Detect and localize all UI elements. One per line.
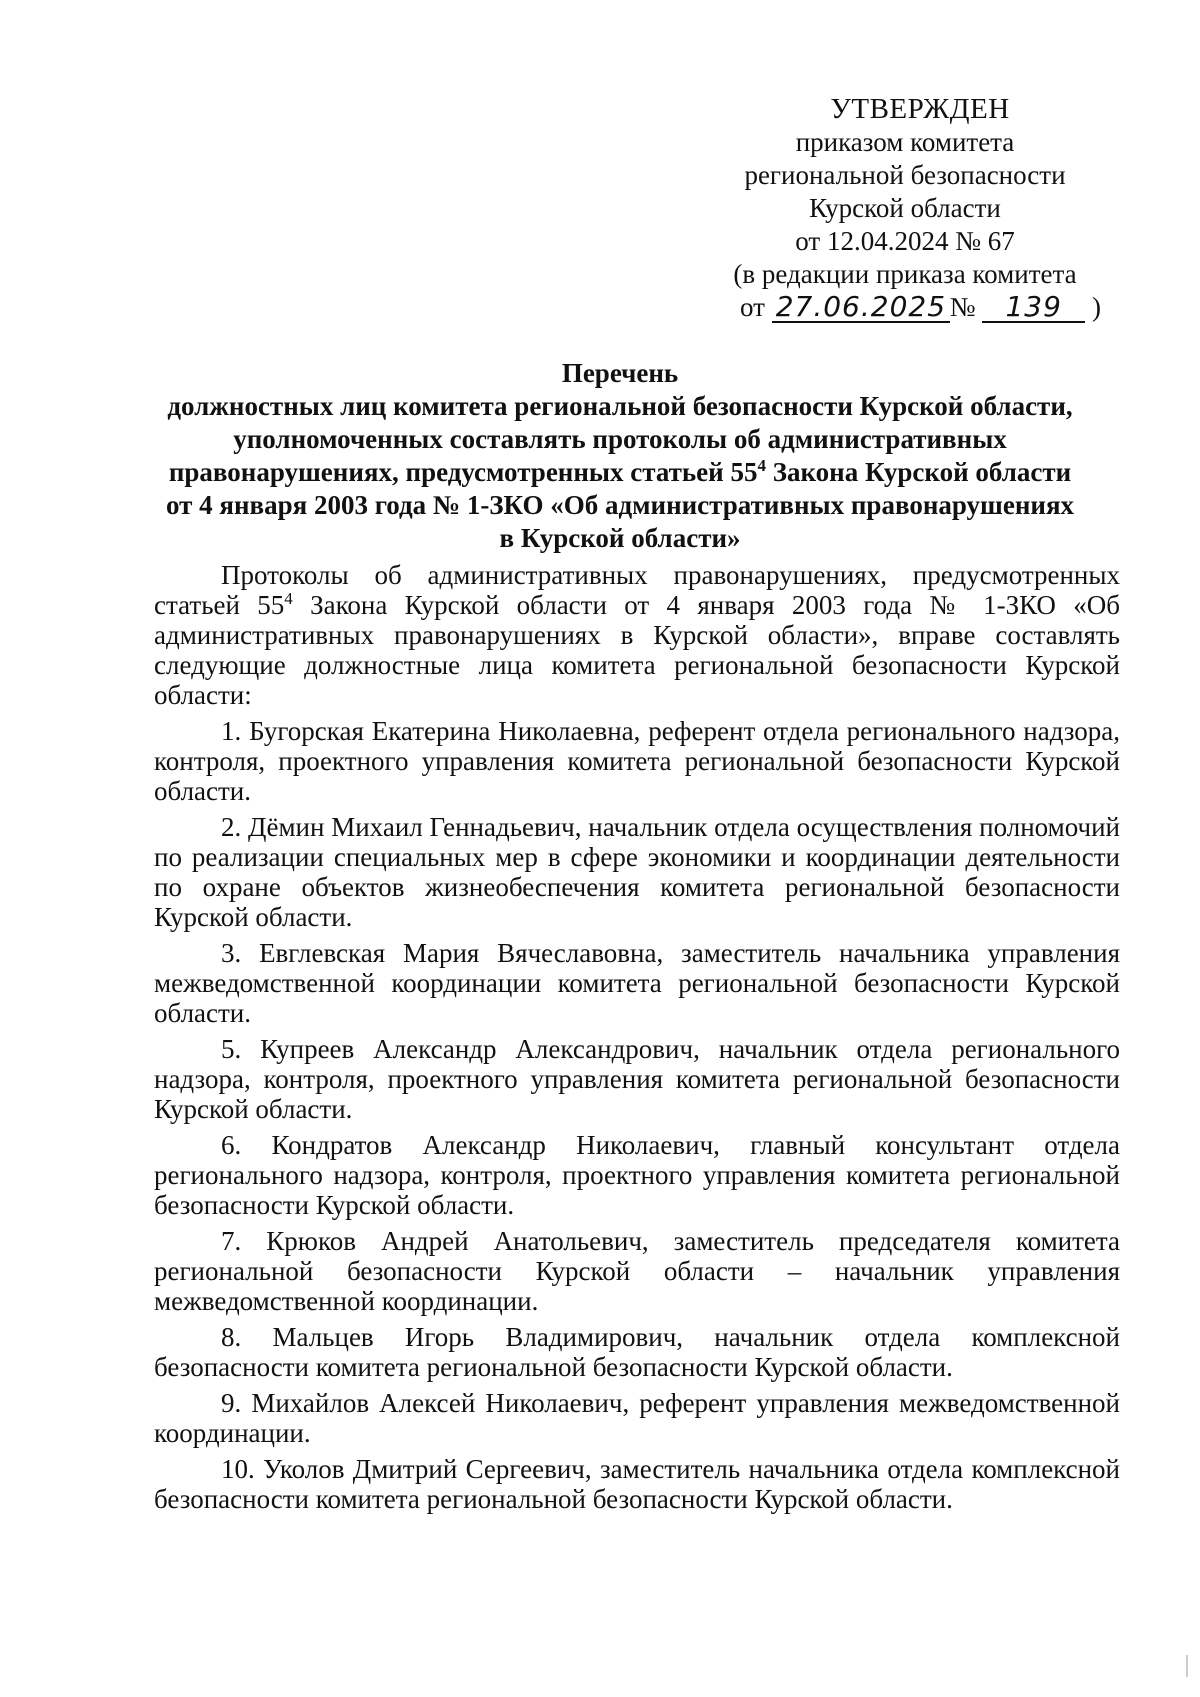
list-item-text: Бугорская Екатерина Николаевна, референт отдела регионального надзора, контроля, проектного управления комитета региональной безопасности Курской области.: [154, 716, 1121, 806]
list-item: [154, 1322, 1120, 1382]
list-item: [154, 812, 1120, 932]
list-item-number: 10.: [221, 1454, 255, 1484]
intro-paragraph: [154, 560, 1120, 710]
list-item-text: Крюков Андрей Анатольевич, заместитель председателя комитета региональной безопасности Курской области – начальник управления межведомственной координации.: [154, 1226, 1121, 1316]
list-item-number: 9.: [221, 1388, 242, 1418]
title-superscript: 4: [757, 456, 766, 475]
title-line-text: Закона Курской области: [765, 457, 1072, 487]
list-item-text: Уколов Дмитрий Сергеевич, заместитель начальника отдела комплексной безопасности комитета региональной безопасности Курской области.: [154, 1454, 1121, 1514]
list-item: [154, 1454, 1120, 1514]
title-line: должностных лиц комитета региональной безопасности Курской области,: [167, 391, 1073, 421]
title-line: в Курской области»: [499, 523, 741, 553]
list-item-number: 5.: [221, 1034, 242, 1064]
amendment-prefix: от: [740, 292, 765, 322]
title-line: от 4 января 2003 года № 1-ЗКО «Об административных правонарушениях: [165, 490, 1075, 520]
list-item-text: Купреев Александр Александрович, начальник отдела регионального надзора, контроля, проектного управления комитета региональной безопасности Курской области.: [154, 1034, 1121, 1124]
amendment-date-line: [690, 291, 1120, 324]
title-line: уполномоченных составлять протоколы об административных: [233, 424, 1007, 454]
list-item: [154, 716, 1120, 806]
approval-amendment-note: (в редакции приказа комитета: [733, 259, 1077, 289]
list-item-text: Михайлов Алексей Николаевич, референт управления межведомственной координации.: [154, 1388, 1120, 1448]
title-line-text: правонарушениях, предусмотренных статьей 55: [168, 457, 758, 487]
list-item: [154, 1130, 1120, 1220]
list-item-text: Дёмин Михаил Геннадьевич, начальник отдела осуществления полномочий по реализации специальных мер в сфере экономики и координации деятельности по охране объектов жизнеобеспечения комитета региональной безопасности Курской области.: [154, 812, 1120, 932]
list-item-text: Мальцев Игорь Владимирович, начальник отдела комплексной безопасности комитета региональной безопасности Курской области.: [154, 1322, 1121, 1382]
document-title: [130, 357, 1110, 555]
amendment-suffix: ): [1091, 292, 1101, 322]
approval-line: Курской области: [809, 193, 1001, 223]
list-item-number: 2.: [221, 812, 242, 842]
title-main: Перечень: [561, 358, 679, 388]
approval-line: приказом комитета: [795, 127, 1015, 157]
list-item-text: Евглевская Мария Вячеславовна, заместитель начальника управления межведомственной координации комитета региональной безопасности Курской области.: [154, 938, 1120, 1028]
list-item-number: 7.: [221, 1226, 242, 1256]
list-item: [154, 938, 1120, 1028]
approval-order-date: от 12.04.2024 № 67: [795, 226, 1015, 256]
list-item: [154, 1034, 1120, 1124]
intro-text: Протоколы об административных правонарушениях, предусмотренных статьей 55: [154, 560, 1120, 620]
approval-line: региональной безопасности: [744, 160, 1066, 190]
list-item-text: Кондратов Александр Николаевич, главный консультант отдела регионального надзора, контроля, проектного управления комитета региональной безопасности Курской области.: [154, 1130, 1121, 1220]
list-item: [154, 1388, 1120, 1448]
title-line: [130, 456, 1110, 489]
list-item-number: 3.: [221, 938, 242, 968]
list-item-number: 8.: [221, 1322, 242, 1352]
intro-superscript: 4: [284, 589, 293, 608]
scan-edge-mark: [1186, 1655, 1188, 1677]
list-item-number: 1.: [221, 716, 242, 746]
list-item-number: 6.: [221, 1130, 242, 1160]
list-item: [154, 1226, 1120, 1316]
approval-title: УТВЕРЖДЕН: [830, 93, 1010, 125]
approval-block: [690, 93, 1120, 324]
handwritten-amendment-number: 139: [982, 293, 1085, 323]
intro-text: Закона Курской области от 4 января 2003 года № 1-ЗКО «Об административных правонарушениях в Курской области», вправе составлять следующие должностные лица комитета региональной безопасности Курской области:: [154, 590, 1121, 710]
document-body: [154, 560, 1120, 1514]
amendment-number-sign: №: [949, 292, 976, 322]
handwritten-amendment-date: 27.06.2025: [772, 293, 950, 323]
